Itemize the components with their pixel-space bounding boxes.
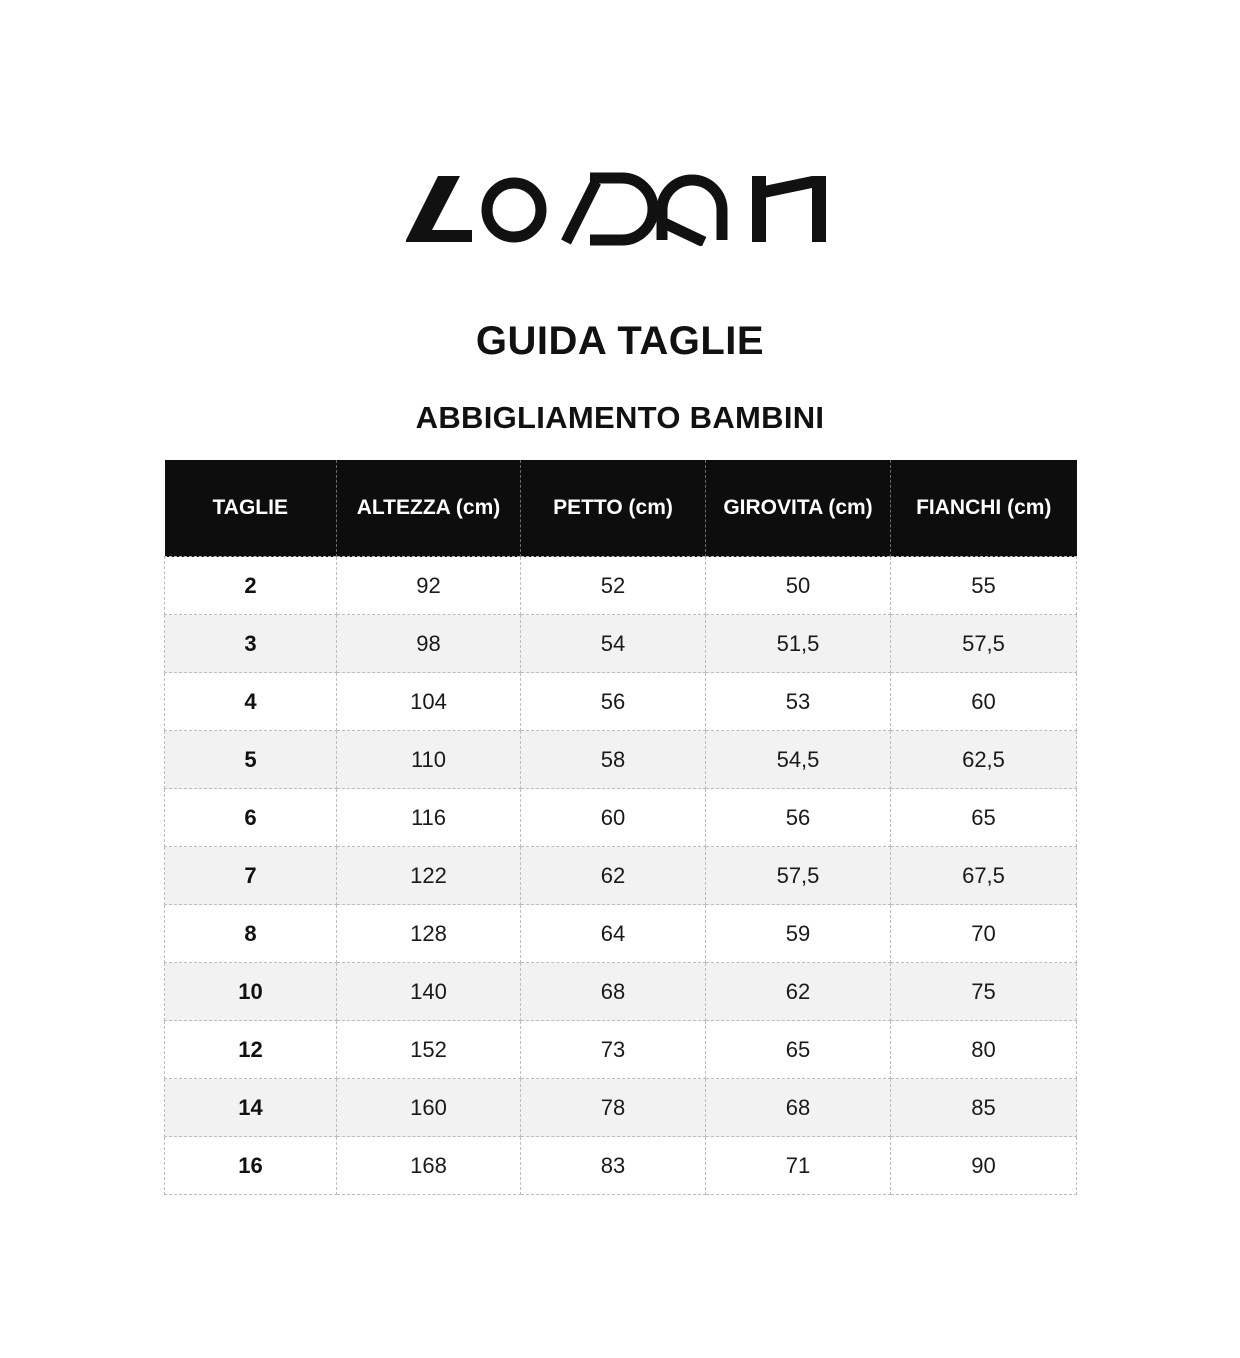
- cell-girovita: 50: [706, 557, 891, 615]
- cell-fianchi: 70: [891, 905, 1077, 963]
- cell-fianchi: 67,5: [891, 847, 1077, 905]
- table-header-row: [165, 460, 1077, 557]
- cell-fianchi: 57,5: [891, 615, 1077, 673]
- cell-size: 12: [165, 1021, 337, 1079]
- cell-altezza: 140: [337, 963, 521, 1021]
- column-header-fianchi: FIANCHI (cm): [891, 460, 1077, 557]
- cell-petto: 52: [521, 557, 706, 615]
- column-header-girovita: GIROVITA (cm): [706, 460, 891, 557]
- cell-girovita: 53: [706, 673, 891, 731]
- cell-size: 16: [165, 1137, 337, 1195]
- cell-petto: 58: [521, 731, 706, 789]
- cell-girovita: 59: [706, 905, 891, 963]
- cell-fianchi: 90: [891, 1137, 1077, 1195]
- cell-size: 3: [165, 615, 337, 673]
- cell-petto: 78: [521, 1079, 706, 1137]
- table-row: [165, 847, 1077, 905]
- cell-petto: 60: [521, 789, 706, 847]
- cell-fianchi: 62,5: [891, 731, 1077, 789]
- column-header-altezza: ALTEZZA (cm): [337, 460, 521, 557]
- cell-size: 6: [165, 789, 337, 847]
- cell-petto: 83: [521, 1137, 706, 1195]
- cell-petto: 68: [521, 963, 706, 1021]
- cell-size: 8: [165, 905, 337, 963]
- cell-fianchi: 55: [891, 557, 1077, 615]
- cell-petto: 73: [521, 1021, 706, 1079]
- table-row: [165, 557, 1077, 615]
- cell-girovita: 56: [706, 789, 891, 847]
- cell-petto: 56: [521, 673, 706, 731]
- lodan-wordmark-logo: [400, 168, 844, 246]
- cell-altezza: 110: [337, 731, 521, 789]
- table-row: [165, 731, 1077, 789]
- cell-girovita: 57,5: [706, 847, 891, 905]
- brand-logo: [400, 168, 844, 246]
- cell-girovita: 62: [706, 963, 891, 1021]
- cell-fianchi: 85: [891, 1079, 1077, 1137]
- column-header-taglie: TAGLIE: [165, 460, 337, 557]
- page-title: GUIDA TAGLIE: [475, 319, 765, 363]
- cell-altezza: 128: [337, 905, 521, 963]
- table-row: [165, 905, 1077, 963]
- cell-altezza: 122: [337, 847, 521, 905]
- table-row: [165, 1079, 1077, 1137]
- cell-size: 2: [165, 557, 337, 615]
- table-row: [165, 963, 1077, 1021]
- cell-size: 14: [165, 1079, 337, 1137]
- table-row: [165, 673, 1077, 731]
- page-subtitle: ABBIGLIAMENTO BAMBINI: [415, 400, 825, 435]
- table-row: [165, 615, 1077, 673]
- table-row: [165, 789, 1077, 847]
- cell-fianchi: 75: [891, 963, 1077, 1021]
- table-row: [165, 1021, 1077, 1079]
- cell-girovita: 54,5: [706, 731, 891, 789]
- table-row: [165, 1137, 1077, 1195]
- size-chart-table: [164, 460, 1077, 1195]
- cell-altezza: 104: [337, 673, 521, 731]
- cell-fianchi: 80: [891, 1021, 1077, 1079]
- cell-altezza: 160: [337, 1079, 521, 1137]
- cell-altezza: 92: [337, 557, 521, 615]
- cell-altezza: 168: [337, 1137, 521, 1195]
- cell-size: 7: [165, 847, 337, 905]
- table-body: [165, 557, 1077, 1195]
- cell-girovita: 71: [706, 1137, 891, 1195]
- cell-size: 4: [165, 673, 337, 731]
- cell-size: 5: [165, 731, 337, 789]
- cell-petto: 64: [521, 905, 706, 963]
- cell-petto: 54: [521, 615, 706, 673]
- cell-altezza: 98: [337, 615, 521, 673]
- table-header: [165, 460, 1077, 557]
- cell-girovita: 65: [706, 1021, 891, 1079]
- cell-fianchi: 65: [891, 789, 1077, 847]
- cell-girovita: 51,5: [706, 615, 891, 673]
- cell-girovita: 68: [706, 1079, 891, 1137]
- cell-size: 10: [165, 963, 337, 1021]
- cell-fianchi: 60: [891, 673, 1077, 731]
- cell-petto: 62: [521, 847, 706, 905]
- cell-altezza: 116: [337, 789, 521, 847]
- cell-altezza: 152: [337, 1021, 521, 1079]
- column-header-petto: PETTO (cm): [521, 460, 706, 557]
